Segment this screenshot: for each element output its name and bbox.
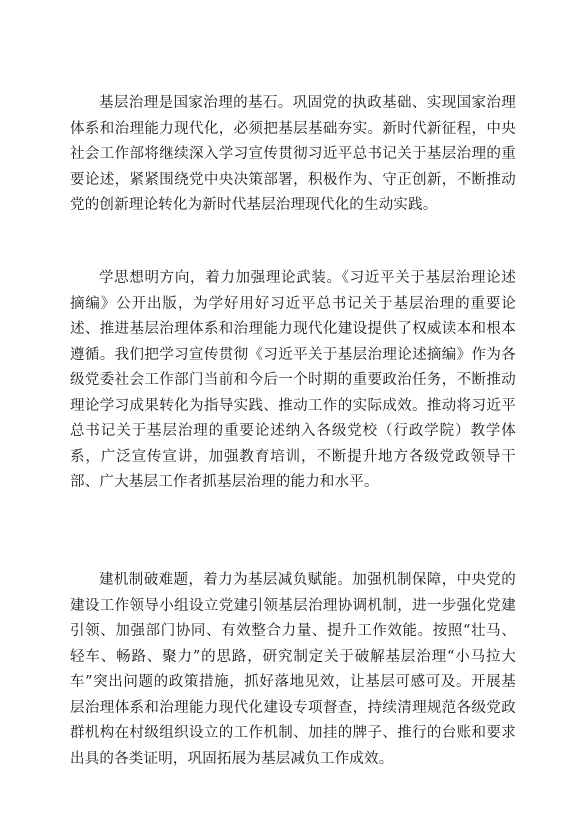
paragraph-grassroots-governance: 基层治理是国家治理的基石。巩固党的执政基础、实现国家治理体系和治理能力现代化，必须把基层基础夯实。新时代新征程，中央社会工作部将继续深入学习宣传贯彻习近平总书记关于基层治理的重要论述，紧紧围绕党中央决策部署，积极作为、守正创新，不断推动党的创新理论转化为新时代基层治理现代化的生动实践。 <box>70 95 516 213</box>
paragraph-theory-study: 学思想明方向，着力加强理论武装。《习近平关于基层治理论述摘编》公开出版，为学好用好习近平总书记关于基层治理的重要论述、推进基层治理体系和治理能力现代化建设提供了权威读本和根本遵循。我们把学习宣传贯彻《习近平关于基层治理论述摘编》作为各级党委社会工作部门当前和今后一个时期的重要政治任务，不断推动理论学习成果转化为指导实践、推动工作的实际成效。推动将习近平总书记关于基层治理的重要论述纳入各级党校（行政学院）教学体系，广泛宣传宣讲，加强教育培训，不断提升地方各级党政领导干部、广大基层工作者抓基层治理的能力和水平。 <box>70 270 516 490</box>
paragraph-burden-reduction: 建机制破难题，着力为基层减负赋能。加强机制保障，中央党的建设工作领导小组设立党建引领基层治理协调机制，进一步强化党建引领、加强部门协同、有效整合力量、提升工作效能。按照“壮马、轻车、畅路、聚力”的思路，研究制定关于破解基层治理“小马拉大车”突出问题的政策措施，抓好落地见效，让基层可感可及。开展基层治理体系和治理能力现代化建设专项督查，持续清理规范各级党政群机构在村级组织设立的工作机制、加挂的牌子、推行的台账和要求出具的各类证明，巩固拓展为基层减负工作成效。 <box>70 572 516 767</box>
